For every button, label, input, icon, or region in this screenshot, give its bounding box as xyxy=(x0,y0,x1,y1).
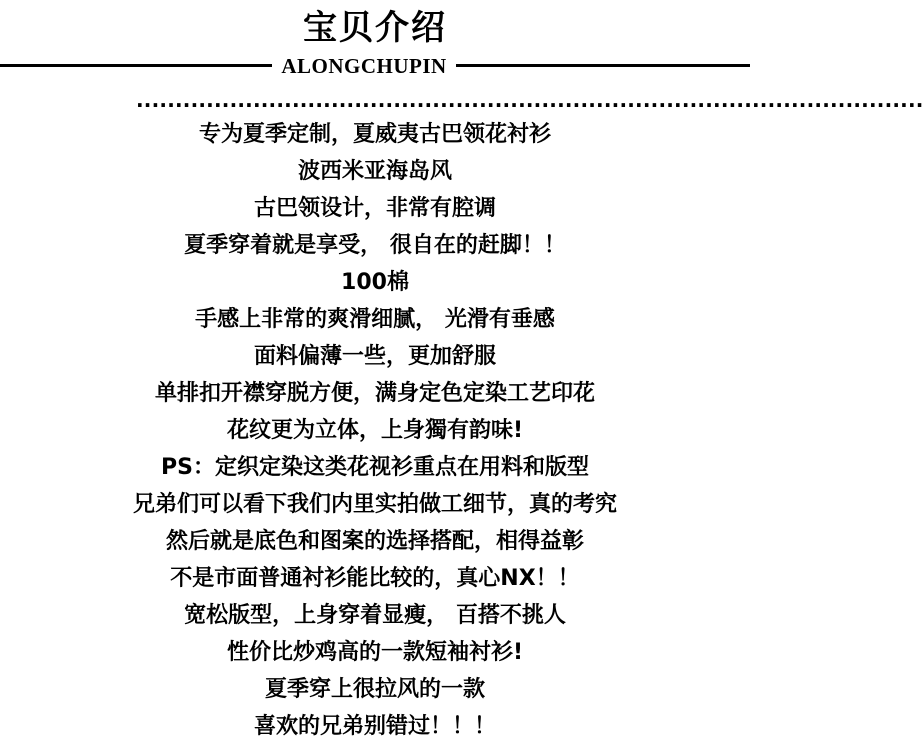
page-title: 宝贝介绍 xyxy=(303,8,447,48)
brand-banner xyxy=(0,53,750,79)
description-line: 不是市面普通衬衫能比较的，真心NX！！ xyxy=(170,566,580,591)
description-line: 手感上非常的爽滑细腻， 光滑有垂感 xyxy=(195,307,555,332)
description-line: PS：定织定染这类花视衫重点在用料和版型 xyxy=(161,455,589,480)
description-line: 宽松版型，上身穿着显瘦， 百搭不挑人 xyxy=(184,603,566,628)
brand-divider-left xyxy=(0,64,272,67)
description-line: 夏季穿着就是享受， 很自在的赶脚！！ xyxy=(184,233,566,258)
description-line: 性价比炒鸡高的一款短袖衬衫! xyxy=(226,640,524,665)
description-line: 面料偏薄一些，更加舒服 xyxy=(253,344,496,369)
brand-divider-right xyxy=(456,64,750,67)
description-line: 100棉 xyxy=(341,270,409,295)
description-line: 兄弟们可以看下我们内里实拍做工细节，真的考究 xyxy=(132,492,617,517)
description-line: 专为夏季定制，夏威夷古巴领花衬衫 xyxy=(198,122,551,147)
product-description xyxy=(0,116,750,745)
description-line: 古巴领设计，非常有腔调 xyxy=(253,196,496,221)
description-line: 然后就是底色和图案的选择搭配，相得益彰 xyxy=(165,529,584,554)
description-line: 夏季穿上很拉风的一款 xyxy=(264,677,485,702)
brand-name: ALONGCHUPIN xyxy=(281,54,447,78)
dotted-separator: ..................................................................................................... xyxy=(136,88,924,112)
description-line: 花纹更为立体，上身獨有韵味! xyxy=(226,418,524,443)
description-line: 单排扣开襟穿脱方便，满身定色定染工艺印花 xyxy=(154,381,595,406)
description-line: 波西米亚海岛风 xyxy=(297,159,452,184)
description-line: 喜欢的兄弟别错过！！！ xyxy=(253,714,496,739)
